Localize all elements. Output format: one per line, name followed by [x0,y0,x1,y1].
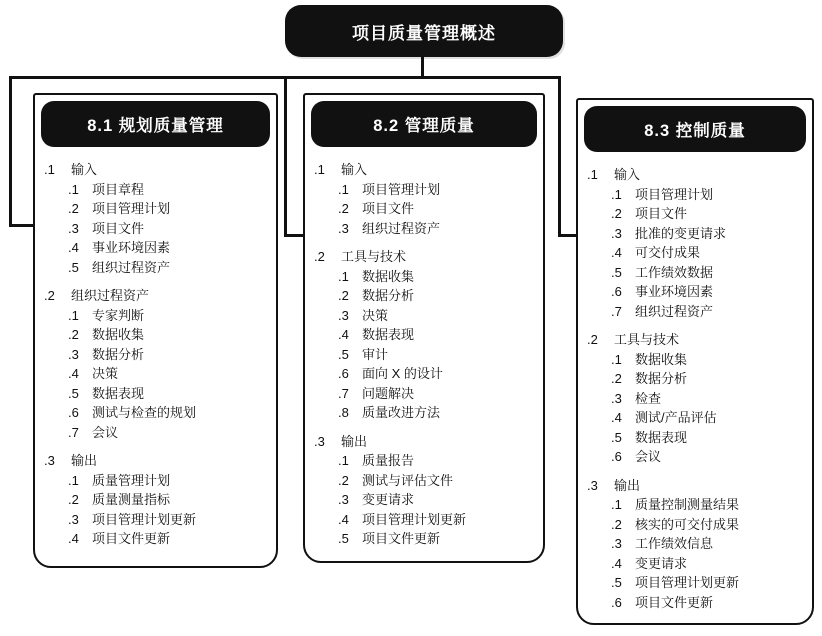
section-label: 输入 [341,162,368,177]
item-row [309,471,539,491]
section-number: .2 [314,249,325,264]
item-number: .2 [611,206,622,221]
item-row [582,495,808,515]
section [309,432,539,549]
section-label: 输入 [71,162,98,177]
connector-elbow-box2 [284,234,305,237]
section-number: .1 [587,167,598,182]
item-label: 项目文件更新 [635,594,714,610]
item-number: .6 [68,405,79,420]
item-number: .7 [611,303,622,319]
item-number: .2 [338,472,349,488]
item-row [582,515,808,535]
item-row [309,403,539,423]
section [582,165,808,321]
item-number: .2 [338,201,349,216]
item-number: .4 [68,240,79,255]
item-row [39,219,272,239]
item-number: .7 [338,385,349,401]
section-row [39,451,272,471]
item-row [309,219,539,239]
item-label: 事业环境因素 [92,240,171,255]
connector-drop-box1 [9,76,12,227]
item-row [582,369,808,389]
item-row [39,258,272,278]
section-number: .2 [44,288,55,303]
process-box-8-2-manage-quality [303,93,545,563]
section-number: .3 [587,477,598,493]
box-body [578,157,812,612]
item-number: .3 [338,492,349,507]
item-number: .6 [611,449,622,464]
section-row [582,165,808,185]
item-row [39,345,272,365]
item-row [582,282,808,302]
item-label: 数据收集 [635,351,688,367]
section [39,160,272,277]
item-number: .3 [68,511,79,527]
process-box-header [584,106,806,152]
item-label: 工作绩效数据 [635,264,714,280]
item-label: 项目管理计划更新 [635,575,740,590]
item-label: 测试/产品评估 [635,410,717,425]
item-number: .5 [68,259,79,275]
process-box-8-3-control-quality [576,98,814,625]
section-label: 输出 [614,477,641,493]
item-number: .2 [68,201,79,216]
item-number: .1 [611,351,622,367]
item-row [582,350,808,370]
item-row [39,306,272,326]
item-row [582,185,808,205]
item-label: 质量改进方法 [362,405,441,420]
section-number: .3 [44,453,55,468]
item-row [309,490,539,510]
item-number: .5 [611,575,622,590]
item-label: 项目管理计划更新 [362,511,467,527]
item-number: .4 [611,245,622,260]
item-row [582,389,808,409]
item-row [582,534,808,554]
connector-elbow-box3 [558,234,578,237]
item-number: .3 [611,390,622,406]
box-body [35,152,276,549]
section-label: 输出 [71,453,98,468]
item-label: 数据分析 [635,371,688,386]
item-label: 项目文件 [362,201,415,216]
item-number: .5 [338,531,349,546]
item-label: 数据分析 [92,346,145,362]
item-row [582,302,808,322]
item-label: 变更请求 [635,555,688,571]
connector-elbow-box1 [9,224,35,227]
item-number: .2 [611,371,622,386]
item-row [582,263,808,283]
box-body [305,152,543,549]
item-row [309,286,539,306]
item-label: 事业环境因素 [635,284,714,299]
item-row [582,204,808,224]
item-row [582,573,808,593]
section-number: .1 [44,162,55,177]
section [582,330,808,467]
item-row [309,180,539,200]
item-label: 审计 [362,346,389,362]
item-row [39,238,272,258]
process-box-header [41,101,270,147]
item-label: 决策 [92,366,119,381]
item-row [309,325,539,345]
item-row [39,471,272,491]
item-row [39,423,272,443]
item-number: .1 [611,186,622,202]
section [582,476,808,613]
item-number: .4 [338,511,349,527]
item-number: .3 [338,307,349,323]
item-label: 会议 [92,424,119,440]
item-label: 可交付成果 [635,245,701,260]
item-row [582,593,808,613]
item-label: 数据分析 [362,288,415,303]
process-box-header [311,101,537,147]
item-row [582,408,808,428]
item-number: .7 [68,424,79,440]
item-label: 决策 [362,307,389,323]
item-number: .5 [68,385,79,401]
item-number: .5 [611,264,622,280]
item-label: 质量报告 [362,453,415,468]
process-box-title: 8.1 规划质量管理 [87,117,224,135]
item-label: 项目管理计划更新 [92,511,197,527]
item-number: .6 [611,594,622,610]
section-row [309,432,539,452]
item-number: .4 [68,366,79,381]
section-row [582,330,808,350]
item-number: .8 [338,405,349,420]
item-label: 项目文件 [92,220,145,236]
item-label: 工作绩效信息 [635,536,714,551]
section [309,160,539,238]
item-number: .5 [338,346,349,362]
item-label: 质量测量指标 [92,492,171,507]
section [39,451,272,549]
section-label: 输出 [341,433,368,449]
item-number: .2 [338,288,349,303]
item-number: .1 [68,307,79,323]
item-label: 项目文件 [635,206,688,221]
item-row [309,345,539,365]
item-row [582,428,808,448]
item-row [582,554,808,574]
section-label: 输入 [614,167,641,182]
item-number: .2 [611,516,622,532]
item-number: .3 [68,220,79,236]
connector-drop-box2 [284,76,287,237]
item-row [39,199,272,219]
item-row [39,384,272,404]
section-number: .3 [314,433,325,449]
item-number: .1 [338,268,349,284]
item-row [39,364,272,384]
item-row [39,403,272,423]
item-row [309,306,539,326]
item-label: 项目管理计划 [362,181,441,197]
item-label: 数据表现 [92,385,145,401]
item-number: .2 [68,492,79,507]
process-box-8-1-plan-quality-management [33,93,278,568]
root-box-title: 项目质量管理概述 [352,23,496,43]
item-row [39,490,272,510]
item-label: 会议 [635,449,662,464]
item-number: .6 [338,366,349,381]
item-row [582,243,808,263]
item-row [39,180,272,200]
section-row [39,160,272,180]
item-label: 数据收集 [362,268,415,284]
section-label: 工具与技术 [341,249,407,264]
process-box-title: 8.2 管理质量 [373,117,475,135]
item-label: 组织过程资产 [92,259,171,275]
item-row [309,529,539,549]
item-label: 核实的可交付成果 [635,516,740,532]
item-label: 问题解决 [362,385,415,401]
item-label: 测试与检查的规划 [92,405,197,420]
section-label: 工具与技术 [614,332,680,347]
section-row [39,286,272,306]
item-label: 项目管理计划 [92,201,171,216]
item-label: 数据表现 [635,429,688,445]
item-number: .6 [611,284,622,299]
item-label: 数据收集 [92,327,145,342]
item-row [582,224,808,244]
section-row [309,160,539,180]
item-row [39,529,272,549]
item-number: .3 [611,536,622,551]
section [39,286,272,442]
item-label: 项目文件更新 [362,531,441,546]
item-label: 测试与评估文件 [362,472,454,488]
item-number: .3 [611,225,622,241]
process-box-title: 8.3 控制质量 [644,122,746,140]
item-number: .5 [611,429,622,445]
item-row [309,199,539,219]
item-label: 变更请求 [362,492,415,507]
item-label: 面向 X 的设计 [362,366,443,381]
item-label: 专家判断 [92,307,145,323]
item-label: 项目管理计划 [635,186,714,202]
item-number: .4 [338,327,349,342]
section-number: .1 [314,162,325,177]
item-number: .2 [68,327,79,342]
item-number: .1 [338,453,349,468]
item-label: 质量管理计划 [92,472,171,488]
root-box-project-quality-management-overview [285,5,563,57]
connector-drop-box3 [558,76,561,237]
section-label: 组织过程资产 [71,288,150,303]
item-number: .1 [68,472,79,488]
item-number: .4 [611,410,622,425]
item-label: 项目文件更新 [92,531,171,546]
section-number: .2 [587,332,598,347]
item-number: .1 [338,181,349,197]
item-number: .1 [68,181,79,197]
item-row [309,510,539,530]
item-label: 组织过程资产 [362,220,441,236]
item-row [309,451,539,471]
item-label: 数据表现 [362,327,415,342]
item-row [39,325,272,345]
item-number: .3 [68,346,79,362]
item-label: 项目章程 [92,181,145,197]
item-row [309,364,539,384]
section-row [582,476,808,496]
item-label: 组织过程资产 [635,303,714,319]
item-number: .4 [611,555,622,571]
item-row [309,384,539,404]
item-row [309,267,539,287]
item-label: 批准的变更请求 [635,225,727,241]
section-row [309,247,539,267]
item-number: .3 [338,220,349,236]
item-row [39,510,272,530]
item-row [582,447,808,467]
item-label: 检查 [635,390,662,406]
item-label: 质量控制测量结果 [635,497,740,512]
item-number: .4 [68,531,79,546]
item-number: .1 [611,497,622,512]
section [309,247,539,423]
